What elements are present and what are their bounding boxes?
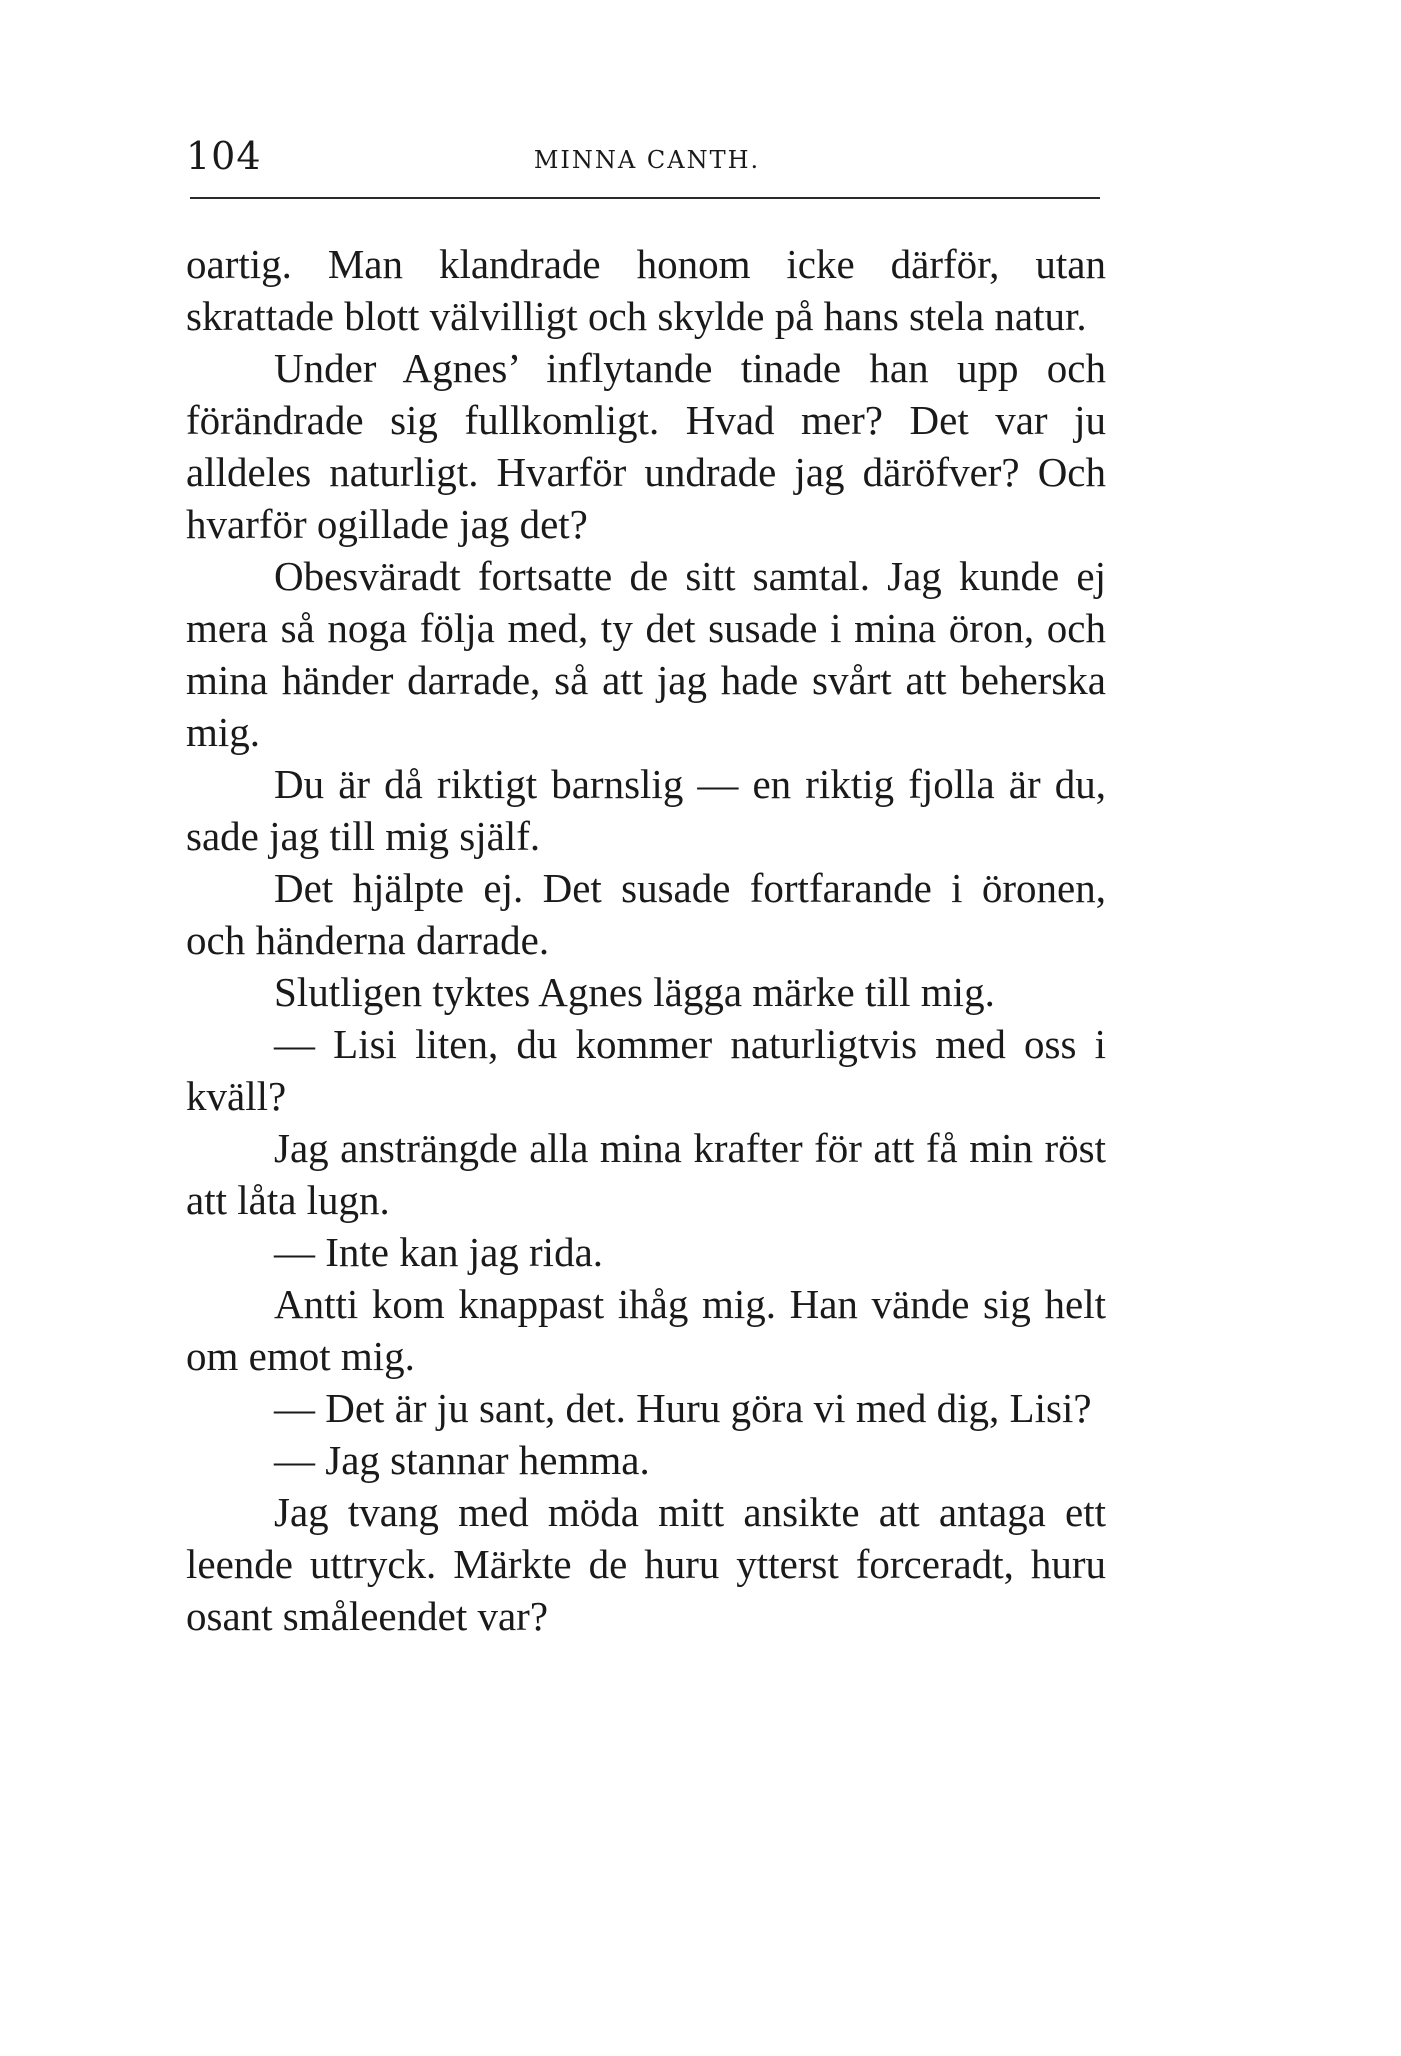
paragraph-13: Jag tvang med möda mitt ansikte att antaga ett leende uttryck. Märkte de huru ytterst forceradt, huru osant småleendet var? — [186, 1489, 1106, 1639]
running-head — [186, 134, 1108, 184]
paragraph-1: oartig. Man klandrade honom icke därför, utan skrattade blott välvilligt och skylde på hans stela natur. — [186, 241, 1106, 339]
paragraph-12: — Jag stannar hemma. — [274, 1437, 650, 1483]
page-number: 104 — [186, 134, 262, 178]
paragraph-4: Du är då riktigt barnslig — en riktig fjolla är du, sade jag till mig själf. — [186, 761, 1106, 859]
paragraph-8: Jag ansträngde alla mina krafter för att få min röst att låta lugn. — [186, 1125, 1106, 1223]
paragraph-10: Antti kom knappast ihåg mig. Han vände sig helt om emot mig. — [186, 1281, 1106, 1379]
paragraph-2: Under Agnes’ inflytande tinade han upp och förändrade sig fullkomligt. Hvad mer? Det var ju alldeles naturligt. Hvarför undrade jag däröfver? Och hvarför ogillade jag det? — [186, 345, 1106, 547]
paragraph-7: — Lisi liten, du kommer naturligtvis med oss i kväll? — [186, 1021, 1106, 1119]
running-title: MINNA CANTH. — [533, 146, 761, 174]
paragraph-9: — Inte kan jag rida. — [274, 1229, 604, 1275]
header-rule — [190, 197, 1100, 199]
paragraph-6: Slutligen tyktes Agnes lägga märke till mig. — [274, 969, 995, 1015]
paragraph-11: — Det är ju sant, det. Huru göra vi med dig, Lisi? — [274, 1385, 1092, 1431]
paragraph-3: Obesväradt fortsatte de sitt samtal. Jag kunde ej mera så noga följa med, ty det susade i mina öron, och mina händer darrade, så att jag hade svårt att beherska mig. — [186, 553, 1106, 755]
paragraph-5: Det hjälpte ej. Det susade fortfarande i öronen, och händerna darrade. — [186, 865, 1106, 963]
body-text — [186, 238, 1106, 1642]
